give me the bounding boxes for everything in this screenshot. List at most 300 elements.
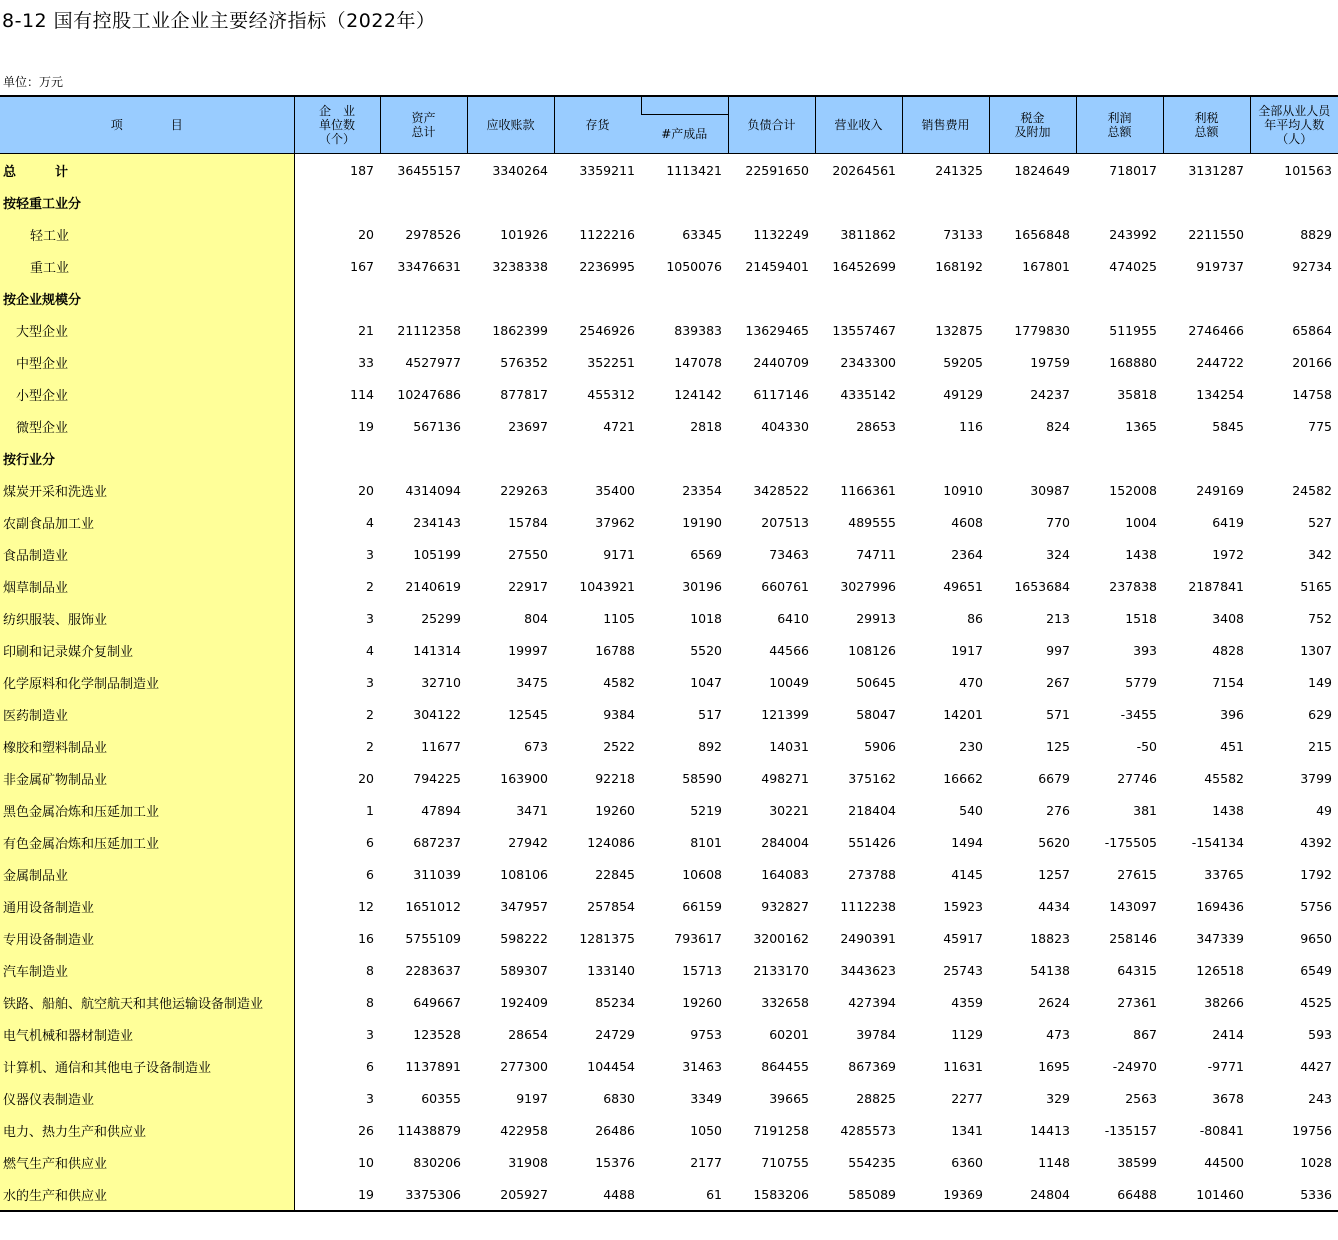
cell-revenue: 28653 [856, 418, 896, 434]
table-row [0, 794, 1338, 826]
cell-liabilities: 284004 [761, 834, 809, 850]
row-label: 微型企业 [0, 410, 294, 442]
cell-liabilities: 121399 [761, 706, 809, 722]
cell-finished-goods: 793617 [674, 930, 722, 946]
table-row [0, 890, 1338, 922]
cell-receivables: 28654 [508, 1026, 548, 1042]
cell-tax: 329 [1046, 1090, 1070, 1106]
cell-selling-expense: 4608 [951, 514, 983, 530]
cell-inventory: 37962 [595, 514, 635, 530]
table-row [0, 1050, 1338, 1082]
cell-finished-goods: 23354 [682, 482, 722, 498]
table-row [0, 1114, 1338, 1146]
cell-tax [989, 282, 1076, 314]
cell-receivables: 27550 [508, 546, 548, 562]
cell-selling-expense: 2277 [951, 1090, 983, 1106]
cell-profit: 152008 [1109, 482, 1157, 498]
cell-employees [1250, 442, 1338, 474]
cell-revenue: 3027996 [840, 578, 896, 594]
cell-tax: 1824649 [1014, 162, 1070, 178]
row-label: 仪器仪表制造业 [0, 1082, 294, 1114]
cell-employees: 629 [1308, 706, 1332, 722]
cell-liabilities: 164083 [761, 866, 809, 882]
cell-assets: 32710 [421, 674, 461, 690]
cell-assets: 2978526 [405, 226, 461, 242]
cell-assets: 649667 [413, 994, 461, 1010]
cell-profit: 66488 [1076, 1178, 1163, 1211]
cell-inventory: 4488 [554, 1178, 641, 1211]
cell-finished-goods: 3349 [690, 1090, 722, 1106]
cell-selling-expense: 25743 [943, 962, 983, 978]
table-row [0, 154, 1338, 187]
cell-selling-expense: 45917 [943, 930, 983, 946]
cell-profit: -24970 [1112, 1058, 1157, 1074]
cell-tax-profit: 3678 [1212, 1090, 1244, 1106]
row-label: 电力、热力生产和供应业 [0, 1114, 294, 1146]
cell-employees [1250, 186, 1338, 218]
cell-inventory: 3359211 [579, 162, 635, 178]
cell-inventory: 1122216 [579, 226, 635, 242]
cell-assets: 1651012 [405, 898, 461, 914]
cell-selling-expense: 15923 [943, 898, 983, 914]
cell-profit [1076, 186, 1163, 218]
cell-inventory: 455312 [587, 386, 635, 402]
cell-revenue: 50645 [856, 674, 896, 690]
table-row [0, 922, 1338, 954]
cell-liabilities: 3200162 [753, 930, 809, 946]
cell-tax: 167801 [1022, 258, 1070, 274]
cell-units: 3 [366, 674, 374, 690]
row-label: 橡胶和塑料制品业 [0, 730, 294, 762]
cell-selling-expense: 49651 [943, 578, 983, 594]
cell-selling-expense: 1494 [951, 834, 983, 850]
cell-finished-goods: 892 [698, 738, 722, 754]
cell-assets: 21112358 [397, 322, 461, 338]
cell-employees: 527 [1308, 514, 1332, 530]
cell-tax-profit: 5845 [1212, 418, 1244, 434]
cell-liabilities [728, 442, 815, 474]
cell-finished-goods: 63345 [682, 226, 722, 242]
cell-liabilities: 13629465 [745, 322, 809, 338]
cell-selling-expense: 16662 [943, 770, 983, 786]
cell-profit: 35818 [1117, 386, 1157, 402]
cell-selling-expense: 230 [959, 738, 983, 754]
cell-revenue: 28825 [856, 1090, 896, 1106]
cell-tax: 324 [1046, 546, 1070, 562]
cell-liabilities: 73463 [769, 546, 809, 562]
cell-units [294, 282, 380, 314]
cell-tax: 4434 [1038, 898, 1070, 914]
cell-assets [380, 186, 467, 218]
cell-inventory: 1281375 [579, 930, 635, 946]
cell-assets: 567136 [413, 418, 461, 434]
cell-liabilities: 932827 [761, 898, 809, 914]
cell-profit: 1004 [1125, 514, 1157, 530]
cell-assets: 4314094 [405, 482, 461, 498]
cell-selling-expense: 1341 [951, 1122, 983, 1138]
table-row [0, 1146, 1338, 1178]
table-row [0, 474, 1338, 506]
cell-revenue: 29913 [856, 610, 896, 626]
page-title: 8-12 国有控股工业企业主要经济指标（2022年） [2, 10, 436, 32]
cell-receivables: 192409 [500, 994, 548, 1010]
cell-units: 187 [350, 162, 374, 178]
cell-revenue: 554235 [848, 1154, 896, 1170]
cell-inventory [554, 282, 641, 314]
table-row [0, 1082, 1338, 1114]
table-row [0, 506, 1338, 538]
row-label: 食品制造业 [0, 538, 294, 570]
cell-tax: 1779830 [1014, 322, 1070, 338]
header-item: 项 目 [0, 96, 294, 154]
table-row [0, 602, 1338, 634]
cell-profit: -135157 [1104, 1122, 1157, 1138]
cell-assets: 304122 [413, 706, 461, 722]
cell-profit: 511955 [1109, 322, 1157, 338]
cell-employees: 6549 [1300, 962, 1332, 978]
cell-inventory [554, 186, 641, 218]
cell-receivables: 347957 [500, 898, 548, 914]
cell-assets: 11677 [421, 738, 461, 754]
cell-liabilities: 660761 [761, 578, 809, 594]
cell-units: 20 [358, 770, 374, 786]
cell-liabilities [728, 186, 815, 218]
cell-liabilities: 3428522 [753, 482, 809, 498]
row-label: 轻工业 [0, 218, 294, 250]
cell-tax-profit: -154134 [1191, 834, 1244, 850]
header-profit: 利润 总额 [1076, 96, 1163, 154]
cell-tax-profit: 1972 [1212, 546, 1244, 562]
table-row [0, 410, 1338, 442]
cell-inventory: 16788 [595, 642, 635, 658]
cell-receivables: 673 [524, 738, 548, 754]
cell-employees: 5165 [1300, 578, 1332, 594]
cell-finished-goods: 839383 [674, 322, 722, 338]
cell-employees: 101563 [1284, 162, 1332, 178]
cell-employees: 92734 [1292, 258, 1332, 274]
cell-tax-profit: 169436 [1196, 898, 1244, 914]
table-row [0, 538, 1338, 570]
cell-assets: 36455157 [397, 162, 461, 178]
cell-liabilities: 498271 [761, 770, 809, 786]
table-row [0, 378, 1338, 410]
row-label: 水的生产和供应业 [0, 1178, 294, 1211]
row-label: 按行业分 [0, 442, 294, 474]
cell-revenue: 218404 [848, 802, 896, 818]
cell-liabilities: 1583206 [728, 1178, 815, 1211]
cell-assets: 687237 [413, 834, 461, 850]
cell-units: 3 [366, 1090, 374, 1106]
cell-assets: 4527977 [405, 354, 461, 370]
cell-receivables: 15784 [508, 514, 548, 530]
cell-employees: 19756 [1292, 1122, 1332, 1138]
cell-selling-expense: 59205 [943, 354, 983, 370]
cell-employees: 4525 [1300, 994, 1332, 1010]
cell-selling-expense: 86 [967, 610, 983, 626]
cell-profit: 1518 [1125, 610, 1157, 626]
header-finished-top [641, 96, 728, 115]
cell-finished-goods: 5520 [690, 642, 722, 658]
row-label: 汽车制造业 [0, 954, 294, 986]
cell-tax-profit: 38266 [1204, 994, 1244, 1010]
cell-employees: 243 [1308, 1090, 1332, 1106]
table-row [0, 634, 1338, 666]
cell-receivables: 877817 [500, 386, 548, 402]
cell-tax-profit: 7154 [1212, 674, 1244, 690]
cell-profit: 1365 [1125, 418, 1157, 434]
row-label: 总 计 [0, 154, 294, 187]
row-label: 医药制造业 [0, 698, 294, 730]
cell-revenue: 375162 [848, 770, 896, 786]
cell-tax: 18823 [1030, 930, 1070, 946]
cell-inventory: 1043921 [579, 578, 635, 594]
cell-tax-profit: 3131287 [1188, 162, 1244, 178]
cell-selling-expense: 168192 [935, 258, 983, 274]
cell-units: 2 [366, 738, 374, 754]
cell-tax-profit: 101460 [1163, 1178, 1250, 1211]
cell-tax: 24237 [1030, 386, 1070, 402]
statistics-table [0, 95, 1338, 1212]
cell-revenue: 585089 [815, 1178, 902, 1211]
cell-tax-profit: 44500 [1204, 1154, 1244, 1170]
cell-finished-goods: 31463 [682, 1058, 722, 1074]
header-tax-profit: 利税 总额 [1163, 96, 1250, 154]
cell-profit: 393 [1133, 642, 1157, 658]
cell-finished-goods: 15713 [682, 962, 722, 978]
cell-selling-expense: 470 [959, 674, 983, 690]
cell-finished-goods: 1050 [690, 1122, 722, 1138]
cell-inventory: 92218 [595, 770, 635, 786]
table-row [0, 570, 1338, 602]
cell-units: 16 [358, 930, 374, 946]
table-row [0, 954, 1338, 986]
cell-inventory: 85234 [595, 994, 635, 1010]
cell-selling-expense: 14201 [943, 706, 983, 722]
row-label: 铁路、船舶、航空航天和其他运输设备制造业 [0, 986, 294, 1018]
cell-units: 20 [358, 226, 374, 242]
cell-employees: 14758 [1292, 386, 1332, 402]
cell-tax-profit: 396 [1220, 706, 1244, 722]
cell-tax: 5620 [1038, 834, 1070, 850]
cell-employees: 1792 [1300, 866, 1332, 882]
cell-finished-goods: 1113421 [666, 162, 722, 178]
cell-assets: 830206 [413, 1154, 461, 1170]
cell-tax-profit: 2414 [1212, 1026, 1244, 1042]
cell-finished-goods [641, 282, 728, 314]
cell-liabilities: 2133170 [753, 962, 809, 978]
row-label: 小型企业 [0, 378, 294, 410]
cell-tax-profit [1163, 442, 1250, 474]
cell-revenue: 1112238 [840, 898, 896, 914]
cell-selling-expense: 4359 [951, 994, 983, 1010]
row-label: 煤炭开采和洗选业 [0, 474, 294, 506]
cell-tax: 125 [1046, 738, 1070, 754]
cell-finished-goods: 19260 [682, 994, 722, 1010]
cell-units: 21 [358, 322, 374, 338]
cell-profit: 381 [1133, 802, 1157, 818]
cell-revenue: 1166361 [840, 482, 896, 498]
cell-receivables: 1862399 [492, 322, 548, 338]
cell-units [294, 186, 380, 218]
cell-tax: 571 [1046, 706, 1070, 722]
cell-liabilities: 6117146 [753, 386, 809, 402]
cell-profit [1076, 442, 1163, 474]
cell-profit: 718017 [1109, 162, 1157, 178]
cell-receivables: 9197 [516, 1090, 548, 1106]
cell-inventory: 9171 [603, 546, 635, 562]
cell-assets [380, 282, 467, 314]
cell-inventory: 9384 [603, 706, 635, 722]
cell-employees: 65864 [1292, 322, 1332, 338]
cell-tax-profit: 134254 [1196, 386, 1244, 402]
table-row [0, 250, 1338, 282]
cell-receivables [467, 186, 554, 218]
cell-assets: 5755109 [405, 930, 461, 946]
cell-employees: 20166 [1292, 354, 1332, 370]
row-label: 有色金属冶炼和压延加工业 [0, 826, 294, 858]
row-label: 农副食品加工业 [0, 506, 294, 538]
cell-employees: 5336 [1250, 1178, 1338, 1211]
row-label: 非金属矿物制品业 [0, 762, 294, 794]
cell-finished-goods: 66159 [682, 898, 722, 914]
table-row [0, 858, 1338, 890]
cell-employees: 215 [1308, 738, 1332, 754]
cell-receivables: 589307 [500, 962, 548, 978]
unit-label: 单位：万元 [3, 75, 64, 89]
cell-units: 3 [366, 610, 374, 626]
cell-profit: 64315 [1117, 962, 1157, 978]
cell-selling-expense [902, 282, 989, 314]
cell-tax: 267 [1046, 674, 1070, 690]
cell-inventory: 104454 [587, 1058, 635, 1074]
cell-units: 33 [358, 354, 374, 370]
cell-units: 10 [358, 1154, 374, 1170]
cell-revenue: 4335142 [840, 386, 896, 402]
cell-profit: 38599 [1117, 1154, 1157, 1170]
cell-inventory: 257854 [587, 898, 635, 914]
cell-revenue: 551426 [848, 834, 896, 850]
cell-receivables [467, 442, 554, 474]
row-label: 计算机、通信和其他电子设备制造业 [0, 1050, 294, 1082]
cell-tax-profit: 45582 [1204, 770, 1244, 786]
cell-inventory: 1105 [603, 610, 635, 626]
cell-revenue [815, 186, 902, 218]
cell-employees: 752 [1308, 610, 1332, 626]
cell-liabilities [728, 282, 815, 314]
cell-selling-expense: 132875 [935, 322, 983, 338]
cell-employees: 1307 [1300, 642, 1332, 658]
cell-liabilities: 1132249 [753, 226, 809, 242]
cell-receivables [467, 282, 554, 314]
cell-receivables: 229263 [500, 482, 548, 498]
row-label: 化学原料和化学制品制造业 [0, 666, 294, 698]
cell-revenue: 273788 [848, 866, 896, 882]
cell-tax: 54138 [1030, 962, 1070, 978]
cell-tax: 1148 [1038, 1154, 1070, 1170]
cell-profit: 258146 [1109, 930, 1157, 946]
cell-selling-expense: 19369 [902, 1178, 989, 1211]
cell-inventory: 2236995 [579, 258, 635, 274]
cell-liabilities: 864455 [761, 1058, 809, 1074]
cell-assets: 25299 [421, 610, 461, 626]
cell-finished-goods: 10608 [682, 866, 722, 882]
row-label: 金属制品业 [0, 858, 294, 890]
cell-liabilities: 10049 [769, 674, 809, 690]
cell-receivables: 3340264 [492, 162, 548, 178]
cell-inventory: 352251 [587, 354, 635, 370]
cell-finished-goods: 9753 [690, 1026, 722, 1042]
cell-units: 4 [366, 642, 374, 658]
cell-finished-goods: 1050076 [666, 258, 722, 274]
cell-receivables: 101926 [500, 226, 548, 242]
table-row [0, 218, 1338, 250]
cell-selling-expense: 1129 [951, 1026, 983, 1042]
cell-tax-profit: -9771 [1207, 1058, 1244, 1074]
cell-tax-profit: 2187841 [1188, 578, 1244, 594]
cell-tax-profit: 919737 [1196, 258, 1244, 274]
cell-profit: 5779 [1125, 674, 1157, 690]
cell-tax: 6679 [1038, 770, 1070, 786]
cell-assets: 2140619 [405, 578, 461, 594]
cell-tax: 1695 [1038, 1058, 1070, 1074]
cell-employees: 9650 [1300, 930, 1332, 946]
cell-liabilities: 207513 [761, 514, 809, 530]
table-row [0, 762, 1338, 794]
cell-finished-goods: 124142 [674, 386, 722, 402]
cell-liabilities: 30221 [769, 802, 809, 818]
cell-revenue: 2490391 [840, 930, 896, 946]
cell-tax-profit: 347339 [1196, 930, 1244, 946]
cell-inventory: 4721 [603, 418, 635, 434]
cell-profit: -3455 [1120, 706, 1157, 722]
row-label: 纺织服装、服饰业 [0, 602, 294, 634]
cell-finished-goods: 6569 [690, 546, 722, 562]
cell-tax-profit: 2211550 [1188, 226, 1244, 242]
cell-units: 19 [358, 418, 374, 434]
cell-assets: 3375306 [380, 1178, 467, 1211]
cell-selling-expense [902, 442, 989, 474]
cell-tax-profit: 33765 [1204, 866, 1244, 882]
cell-assets: 794225 [413, 770, 461, 786]
cell-units: 6 [366, 866, 374, 882]
cell-assets: 234143 [413, 514, 461, 530]
cell-selling-expense: 49129 [943, 386, 983, 402]
cell-assets: 10247686 [397, 386, 461, 402]
cell-finished-goods: 19190 [682, 514, 722, 530]
cell-receivables: 277300 [500, 1058, 548, 1074]
cell-revenue: 489555 [848, 514, 896, 530]
cell-selling-expense [902, 186, 989, 218]
table-header [0, 96, 1338, 154]
cell-assets: 60355 [421, 1090, 461, 1106]
cell-receivables: 163900 [500, 770, 548, 786]
cell-finished-goods: 2177 [690, 1154, 722, 1170]
cell-tax-profit: 4828 [1212, 642, 1244, 658]
cell-selling-expense: 1917 [951, 642, 983, 658]
cell-liabilities: 14031 [769, 738, 809, 754]
cell-units: 167 [350, 258, 374, 274]
cell-tax [989, 186, 1076, 218]
cell-finished-goods: 1047 [690, 674, 722, 690]
cell-tax-profit [1163, 186, 1250, 218]
cell-profit: 1438 [1125, 546, 1157, 562]
cell-receivables: 422958 [500, 1122, 548, 1138]
cell-finished-goods [641, 442, 728, 474]
cell-profit: 168880 [1109, 354, 1157, 370]
cell-assets: 105199 [413, 546, 461, 562]
cell-tax: 824 [1046, 418, 1070, 434]
cell-units: 6 [366, 834, 374, 850]
